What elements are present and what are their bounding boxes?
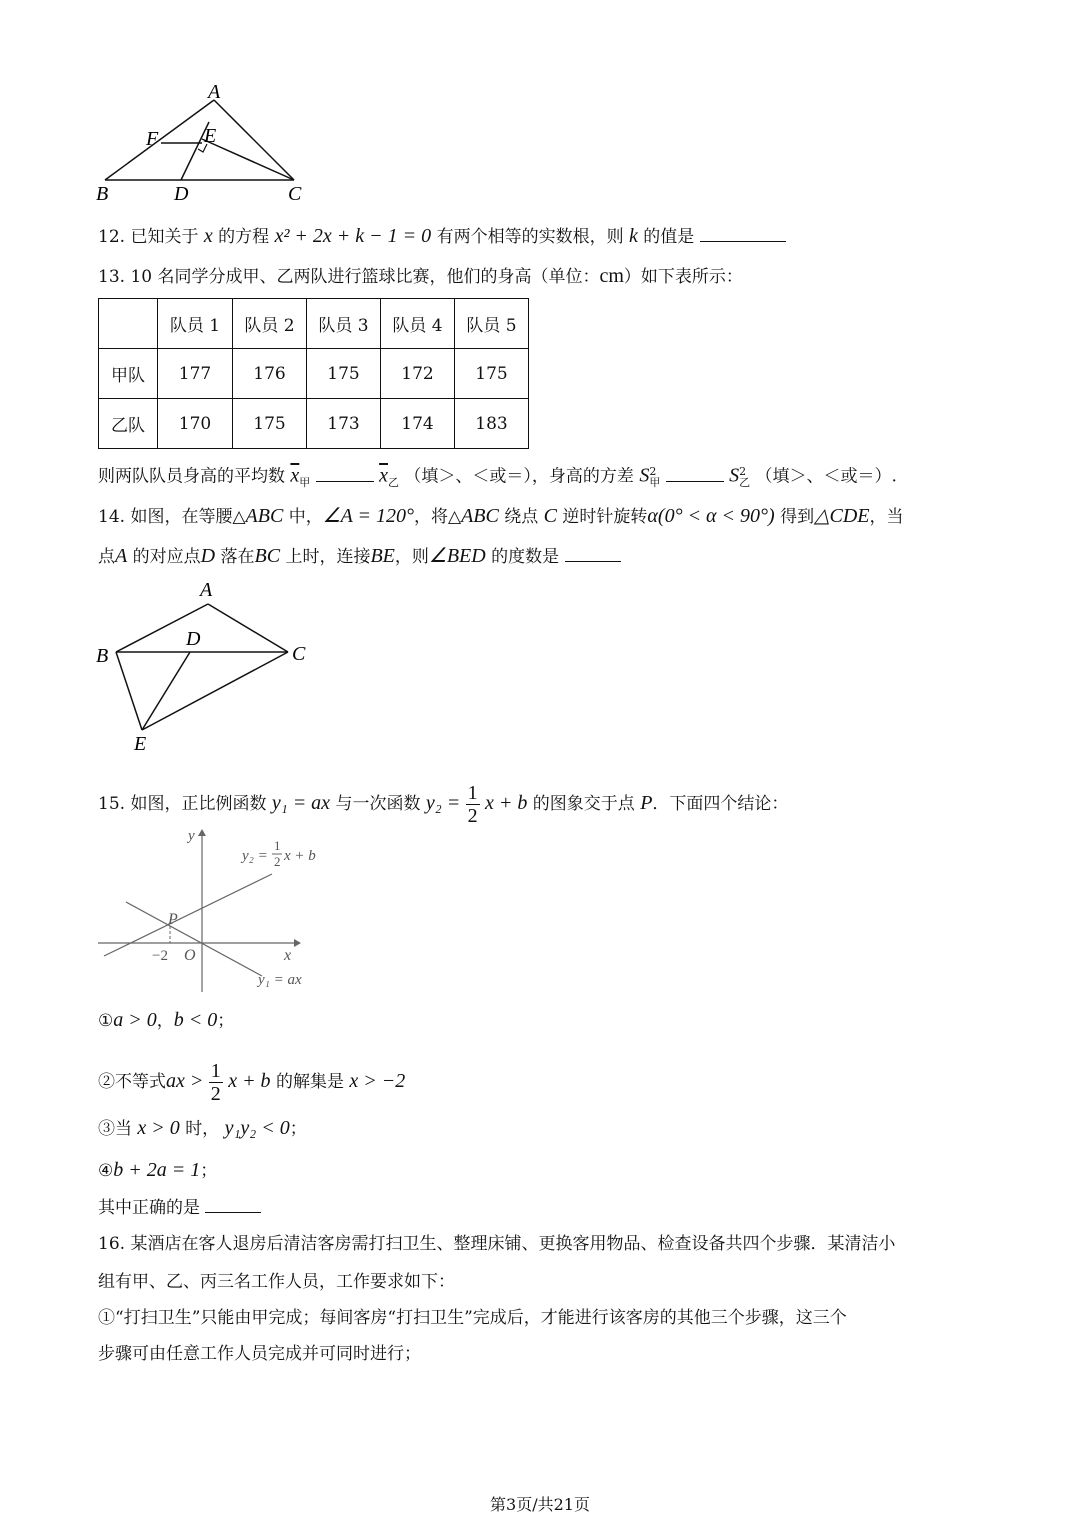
- triangle-figure-q11: [90, 78, 330, 208]
- math-expr: x > −2: [349, 1070, 406, 1092]
- triangle-figure-q14: [90, 578, 330, 756]
- fraction-one-half: [209, 1060, 223, 1105]
- subscript: 乙: [739, 476, 751, 490]
- text: ①: [98, 1011, 114, 1031]
- superscript: 2: [649, 465, 657, 478]
- table-cell: 174: [381, 399, 455, 449]
- table-header-cell: 队员 2: [233, 299, 307, 349]
- segment-ac: [214, 100, 294, 180]
- answer-blank[interactable]: [700, 240, 786, 242]
- variance-symbol-yi: S: [729, 464, 740, 487]
- label-x: x: [284, 947, 292, 964]
- label-neg-two: −2: [152, 948, 168, 964]
- text: ，当: [869, 507, 904, 527]
- text: 上时，连接: [285, 547, 371, 567]
- table-cell: 183: [455, 399, 529, 449]
- text: 逆时针旋转: [562, 507, 648, 527]
- math-expr: ∠A = 120°: [322, 505, 414, 527]
- text: 15. 如图，正比例函数: [98, 794, 267, 814]
- text: 点: [98, 547, 115, 567]
- segment-ed: [142, 652, 190, 730]
- option-1: [98, 1008, 234, 1033]
- mean-symbol-jia: $\overline{x}$: [290, 464, 300, 487]
- segment-ec: [142, 652, 288, 730]
- table-cell: [99, 299, 158, 349]
- label-y2-numerator: 1: [274, 838, 281, 853]
- subscript: 乙: [388, 476, 399, 490]
- answer-blank[interactable]: [205, 1211, 261, 1213]
- text: （填＞、＜或＝）.: [755, 466, 897, 487]
- label-y2: y₂ =: [242, 848, 268, 864]
- question-number: 12.: [98, 227, 126, 247]
- table-cell: 乙队: [99, 399, 158, 449]
- option-4: [98, 1158, 217, 1183]
- question-14-line-1: [98, 504, 904, 529]
- label-c: C: [288, 183, 302, 205]
- table-cell: 175: [455, 349, 529, 399]
- label-y2-denominator: 2: [274, 854, 281, 869]
- text: ②不等式: [98, 1072, 166, 1092]
- table-header-cell: 队员 3: [307, 299, 381, 349]
- text: 绕点: [504, 507, 539, 527]
- label-e: E: [204, 125, 217, 147]
- text: 的对应点: [132, 547, 201, 567]
- text: 时，: [185, 1119, 220, 1139]
- table-cell: 173: [307, 399, 381, 449]
- table-row: [99, 349, 529, 399]
- question-13-ask: [98, 460, 897, 495]
- label-e: E: [134, 733, 147, 755]
- label-c: C: [292, 643, 306, 665]
- math-expr: BC: [254, 545, 281, 567]
- text: 的度数是: [491, 547, 560, 567]
- text: ；: [217, 1011, 235, 1031]
- segment-ab: [105, 100, 217, 180]
- text: ）如下表所示：: [623, 267, 743, 287]
- label-p: P: [168, 911, 178, 928]
- equation: x² + 2x + k − 1 = 0: [274, 225, 432, 247]
- math-variable: C: [543, 505, 557, 527]
- fraction-one-half: [466, 782, 480, 827]
- math-variable: A: [115, 545, 128, 567]
- page-number: 第3页/共21页: [490, 1495, 590, 1514]
- math-variable: D: [200, 545, 216, 567]
- math-variable: x: [203, 225, 213, 247]
- unit: cm: [599, 265, 624, 287]
- mean-symbol-yi: $\overline{x}$: [379, 464, 388, 487]
- label-f: F: [146, 128, 159, 150]
- text: ④: [98, 1161, 114, 1181]
- segment-ac: [208, 604, 288, 652]
- text: 则两队队员身高的平均数: [98, 466, 285, 487]
- text: ；: [200, 1161, 218, 1181]
- label-b: B: [96, 645, 109, 667]
- label-y1: y₁ = ax: [258, 972, 302, 988]
- text: 的值是: [643, 227, 695, 247]
- line-y1: [126, 902, 262, 976]
- option-3: [98, 1116, 307, 1141]
- text: （填＞、＜或＝），身高的方差: [404, 466, 634, 487]
- question-16-line-3: ①“打扫卫生”只能由甲完成；每间客房“打扫卫生”完成后，才能进行该客房的其他三个步骤，这三个: [98, 1308, 847, 1328]
- table-cell: 177: [158, 349, 233, 399]
- superscript: 2: [739, 465, 747, 478]
- math-expr: x > 0: [137, 1117, 180, 1139]
- text: 得到: [780, 507, 815, 527]
- math-expr: y₁ = ax: [271, 792, 331, 814]
- math-expr: ABC: [461, 505, 499, 527]
- numerator: 1: [210, 1060, 221, 1082]
- math-expr: ax >: [166, 1070, 204, 1092]
- math-variable: P: [640, 792, 653, 814]
- text: 14. 如图，在等腰△: [98, 507, 246, 527]
- question-14-line-2: [98, 544, 621, 569]
- table-header-row: [99, 299, 529, 349]
- label-b: B: [96, 183, 109, 205]
- text: ；: [289, 1119, 307, 1139]
- question-13-intro: [98, 264, 743, 289]
- denominator: 2: [467, 805, 478, 827]
- question-16-line-1: 16. 某酒店在客人退房后清洁客房需打扫卫生、整理床铺、更换客用物品、检查设备共四个步骤．某清洁小: [98, 1234, 896, 1254]
- height-table: [98, 298, 529, 449]
- answer-blank[interactable]: [666, 480, 724, 482]
- subscript: 甲: [649, 476, 661, 490]
- question-15-stem: [98, 782, 788, 827]
- text: ③当: [98, 1119, 132, 1139]
- function-graph-q15: [94, 826, 324, 996]
- math-expr: y₁y₂ < 0: [224, 1117, 290, 1139]
- label-y2-rest: x + b: [284, 848, 316, 864]
- segment-be: [116, 652, 142, 730]
- math-expr: a > 0: [113, 1009, 157, 1031]
- text: 有两个相等的实数根，则: [436, 227, 624, 247]
- table-row: [99, 399, 529, 449]
- text: 已知关于: [130, 227, 199, 247]
- math-expr: x + b: [228, 1070, 271, 1092]
- math-expr: ABC: [245, 505, 284, 527]
- label-a: A: [208, 81, 221, 103]
- label-d: D: [186, 628, 201, 650]
- subscript: 甲: [299, 476, 311, 490]
- text: ，: [156, 1011, 174, 1031]
- table-cell: 175: [233, 399, 307, 449]
- text: 其中正确的是: [98, 1198, 200, 1218]
- line-y2: [104, 874, 272, 956]
- table-header-cell: 队员 4: [381, 299, 455, 349]
- text: 与一次函数: [335, 794, 421, 814]
- text: ，则: [394, 547, 429, 567]
- answer-blank[interactable]: [565, 560, 621, 562]
- text: ，将△: [413, 507, 462, 527]
- math-expr: ∠BED: [428, 545, 486, 567]
- math-variable: k: [629, 225, 638, 247]
- x-axis-arrow: [294, 939, 301, 947]
- text: 中，: [288, 507, 323, 527]
- table-header-cell: 队员 5: [455, 299, 529, 349]
- variance-symbol-jia: S: [639, 464, 650, 487]
- math-expr: b < 0: [173, 1009, 218, 1031]
- math-expr: α(0° < α < 90°): [647, 505, 775, 527]
- table-cell: 170: [158, 399, 233, 449]
- answer-blank[interactable]: [316, 480, 374, 482]
- table-cell: 176: [233, 349, 307, 399]
- math-expr: y₂ =: [425, 792, 461, 814]
- label-d: D: [174, 183, 189, 205]
- table-cell: 175: [307, 349, 381, 399]
- question-16-line-4: 步骤可由任意工作人员完成并可同时进行；: [98, 1344, 421, 1364]
- text: 的图象交于点: [532, 794, 635, 814]
- label-origin: O: [184, 947, 196, 964]
- denominator: 2: [210, 1083, 221, 1105]
- table-cell: 172: [381, 349, 455, 399]
- question-12: [98, 224, 786, 249]
- text: 落在: [220, 547, 255, 567]
- option-tail: [98, 1196, 261, 1220]
- option-2: [98, 1060, 405, 1105]
- text: 的方程: [218, 227, 270, 247]
- y-axis-arrow: [198, 829, 206, 836]
- table-header-cell: 队员 1: [158, 299, 233, 349]
- text: 的解集是: [275, 1072, 344, 1092]
- numerator: 1: [467, 782, 478, 804]
- math-expr: b + 2a = 1: [113, 1159, 201, 1181]
- question-16-line-2: 组有甲、乙、丙三名工作人员，工作要求如下：: [98, 1272, 455, 1292]
- text: 13. 10 名同学分成甲、乙两队进行篮球比赛，他们的身高（单位：: [98, 267, 600, 287]
- table-cell: 甲队: [99, 349, 158, 399]
- math-expr: △CDE: [814, 505, 870, 527]
- math-expr: BE: [370, 545, 395, 567]
- math-expr: x + b: [485, 792, 528, 814]
- label-y: y: [188, 828, 195, 844]
- label-a: A: [200, 579, 213, 601]
- text: ．下面四个结论：: [652, 794, 789, 814]
